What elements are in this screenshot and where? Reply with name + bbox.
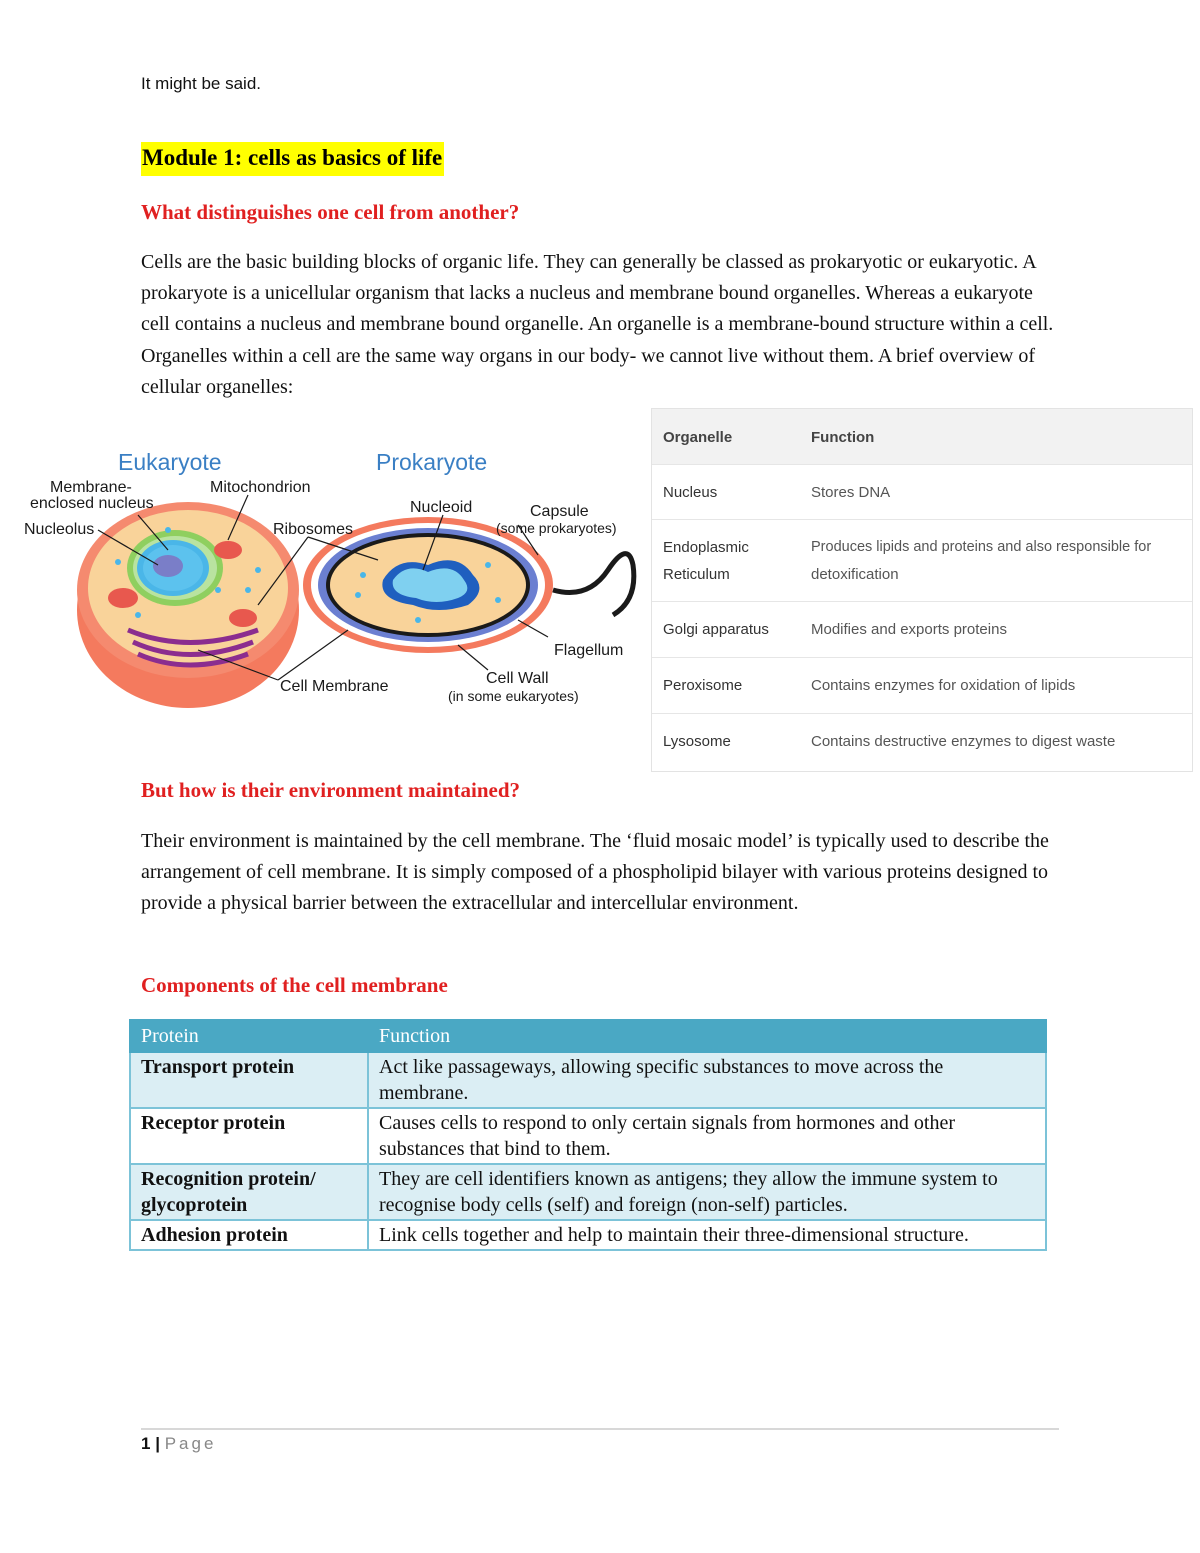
function-header: Function: [368, 1020, 1046, 1052]
section-heading-environment: But how is their environment maintained?: [141, 778, 521, 802]
label-nucleoid: Nucleoid: [410, 499, 473, 516]
cell-diagram: [18, 440, 648, 720]
protein-function: Act like passageways, allowing specific substances to move across the membrane.: [368, 1052, 1046, 1108]
eukaryote-title: Eukaryote: [118, 449, 222, 475]
membrane-table-header: [130, 1020, 1046, 1052]
intro-paragraph: [141, 247, 1061, 403]
eukaryote-cell: [77, 502, 299, 708]
label-capsule: Capsule: [530, 503, 589, 520]
organelle-table-header: [652, 409, 1192, 465]
protein-function: Link cells together and help to maintain their three-dimensional structure.: [368, 1220, 1046, 1250]
function-header: Function: [811, 429, 875, 446]
organelle-name-line2: Reticulum: [663, 566, 730, 583]
organelle-table: [651, 408, 1193, 772]
organelle-header: Organelle: [663, 429, 733, 446]
organelle-row: [652, 520, 1192, 602]
label-capsule-note: (some prokaryotes): [496, 520, 617, 536]
protein-name: Adhesion protein: [130, 1220, 368, 1250]
organelle-row: [652, 465, 1192, 520]
membrane-components-table: [129, 1019, 1047, 1251]
protein-function: They are cell identifiers known as antigens; they allow the immune system to recognise body cells (self) and foreign (non-self) particles.: [368, 1164, 1046, 1220]
table-row: [130, 1164, 1046, 1220]
label-flagellum: Flagellum: [554, 642, 624, 659]
organelle-row: [652, 602, 1192, 658]
module-title: Module 1: cells as basics of life: [141, 142, 444, 176]
organelle-name: Nucleus: [663, 484, 718, 501]
organelle-function: Stores DNA: [811, 484, 891, 501]
footer-divider: [141, 1428, 1059, 1430]
label-membrane-nucleus-1: Membrane-: [50, 479, 132, 496]
table-row: [130, 1220, 1046, 1250]
organelle-name: Golgi apparatus: [663, 621, 769, 638]
flagellum-shape: [553, 554, 634, 615]
page-number: 1: [141, 1434, 151, 1453]
organelle-function-line1: Produces lipids and proteins and also responsible for: [811, 539, 1152, 555]
organelle-function: Contains destructive enzymes to digest waste: [811, 733, 1116, 750]
protein-name: Recognition protein/ glycoprotein: [130, 1164, 368, 1220]
organelle-name: Lysosome: [663, 733, 731, 750]
page-footer: [141, 1434, 216, 1454]
prokaryote-title: Prokaryote: [376, 449, 488, 475]
footer-separator: |: [155, 1434, 160, 1453]
organelle-function-line2: detoxification: [811, 566, 899, 583]
label-membrane-nucleus-2: enclosed nucleus: [30, 495, 154, 512]
organelle-row: [652, 714, 1192, 769]
label-ribosomes: Ribosomes: [273, 521, 354, 538]
section-heading-membrane-components: Components of the cell membrane: [141, 973, 448, 997]
table-row: [130, 1052, 1046, 1108]
protein-header: Protein: [130, 1020, 368, 1052]
label-cell-wall: Cell Wall: [486, 670, 549, 687]
organelle-function: Modifies and exports proteins: [811, 621, 1007, 638]
header-note: It might be said.: [141, 74, 262, 93]
protein-name: Receptor protein: [130, 1108, 368, 1164]
environment-paragraph-text: Their environment is maintained by the cell membrane. The ‘fluid mosaic model’ is typically used to describe the arrangement of cell membrane. It is simply composed of a phospholipid bilayer with various proteins designed to provide a physical barrier between the extracellular and intercellular environment.: [141, 830, 1049, 915]
table-row: [130, 1108, 1046, 1164]
label-nucleolus: Nucleolus: [24, 521, 95, 538]
intro-paragraph-text: Cells are the basic building blocks of organic life. They can generally be classed as prokaryotic or eukaryotic. A prokaryote is a unicellular organism that lacks a nucleus and membrane bound organelles. Whereas a eukaryote cell contains a nucleus and membrane bound organelle. An organelle is a membrane-bound structure within a cell. Organelles within a cell are the same way organs in our body- we cannot live without them. A brief overview of cellular organelles:: [141, 251, 1054, 398]
page-label: Page: [164, 1434, 217, 1453]
protein-name: Transport protein: [130, 1052, 368, 1108]
organelle-name: Peroxisome: [663, 677, 743, 694]
section-heading-cell-differences: What distinguishes one cell from another?: [141, 200, 520, 224]
label-cell-wall-note: (in some eukaryotes): [448, 688, 579, 704]
environment-paragraph: [141, 826, 1061, 920]
organelle-name-line1: Endoplasmic: [663, 539, 749, 556]
organelle-row: [652, 658, 1192, 714]
protein-function: Causes cells to respond to only certain signals from hormones and other substances that bind to them.: [368, 1108, 1046, 1164]
label-cell-membrane: Cell Membrane: [280, 678, 389, 695]
organelle-function: Contains enzymes for oxidation of lipids: [811, 677, 1076, 694]
label-mitochondrion: Mitochondrion: [210, 479, 311, 496]
